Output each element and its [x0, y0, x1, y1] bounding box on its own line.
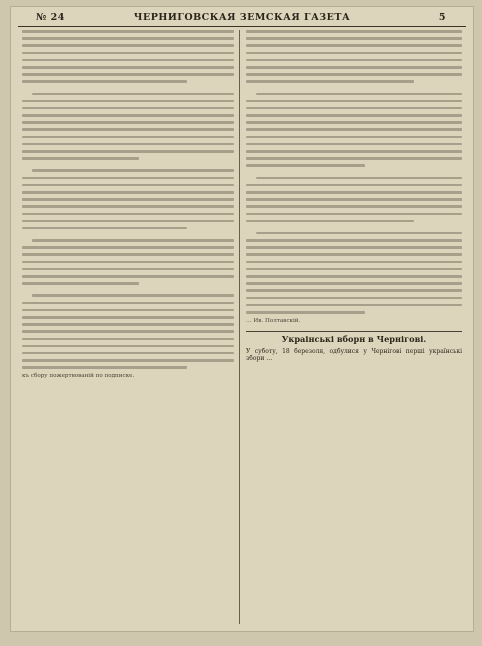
page-number: 5	[438, 12, 446, 23]
left-column-closing-line: къ сбору пожертвованій по подписке.	[22, 373, 135, 380]
newspaper-title: ЧЕРНИГОВСКАЯ ЗЕМСКАЯ ГАЗЕТА	[133, 12, 351, 23]
section-heading: Украінські вборн в Чернігові.	[246, 331, 462, 343]
left-column	[22, 30, 234, 624]
page-header	[18, 10, 466, 27]
right-column	[246, 30, 462, 624]
section-text: У суботу, 18 березоля, одбулися у Чернігові перші українські збори …	[246, 347, 462, 363]
right-column-text-block	[246, 30, 462, 314]
column-divider	[239, 30, 240, 624]
newspaper-page	[10, 6, 474, 632]
left-column-text-block	[22, 30, 234, 369]
issue-number: № 24	[36, 12, 65, 23]
right-column-tail-fragment: … Ив. Полтавскій.	[246, 318, 301, 325]
